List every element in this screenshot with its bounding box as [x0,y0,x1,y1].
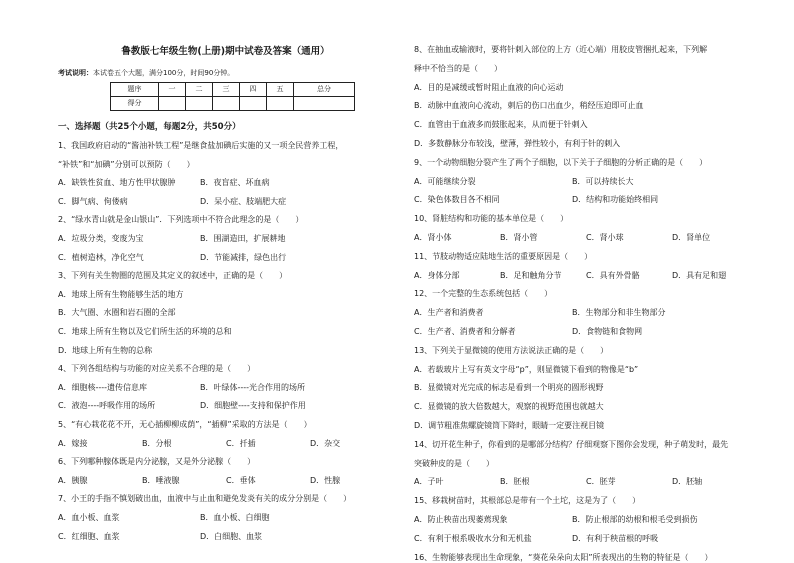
answer-option: C．脚气病、佝偻病 [58,196,128,206]
exam-title: 鲁教版七年级生物(上册)期中试卷及答案（通用） [121,46,330,57]
question-text: 9、一个动物细胞分裂产生了两个子细胞，以下关于子细胞的分析正确的是（ ） [414,157,708,167]
score-cell [159,97,186,111]
score-row-label: 得分 [111,97,159,111]
answer-option: A．子叶 [414,477,444,487]
answer-option: C．有利于根系吸收水分和无机盐 [414,533,532,543]
answer-option: C．生产者、消费者和分解者 [414,327,516,336]
answer-option: D．结构和功能始终相同 [572,195,659,205]
question-text: “补铁”和“加碘”分别可以预防（ ） [58,159,195,169]
score-cell [267,97,294,111]
score-header-cell: 题序 [111,83,159,97]
question-text: 16、生物能够表现出生命现象，“葵花朵朵向太阳”所表现出的生物的特征是（ ） [414,552,713,562]
answer-option: A．身体分部 [414,270,460,280]
answer-option: C．肾小球 [586,233,624,242]
answer-option: A．垃圾分类，变废为宝 [58,234,144,243]
answer-option: D．呆小症、肢端肥大症 [200,196,287,206]
answer-option: C．具有外骨骼 [586,270,640,280]
answer-option: A．生产者和消费者 [414,308,484,318]
answer-option: B．血小板、白细胞 [200,513,270,522]
question-text: 2、“绿水青山就是金山银山”．下列选项中不符合此理念的是（ ） [58,215,304,225]
answer-option: C．红细胞、血浆 [58,531,120,541]
answer-option: D．白细胞、血浆 [200,531,263,541]
answer-option: A．胰腺 [58,475,88,485]
score-table [110,82,355,111]
answer-option: D．性腺 [310,475,341,485]
score-header-cell: 五 [267,83,294,97]
answer-option: A．细胞核----遗传信息库 [58,382,148,392]
answer-option: D．调节粗准焦螺旋镜筒下降时，眼睛一定要注视目镜 [414,421,605,430]
notice-label: 考试说明： [58,69,93,77]
score-header-cell: 三 [213,83,240,97]
answer-option: D．食物链和食物网 [572,327,643,336]
exam-notice [58,68,234,79]
answer-option: A．血小板、血浆 [58,513,120,522]
answer-option: B．足和触角分节 [500,270,562,280]
answer-option: C．垂体 [226,475,256,485]
score-cell [186,97,213,111]
answer-option: C．血管由于血液多而鼓胀起来，从而便于针刺入 [414,120,588,130]
score-cell [294,97,355,111]
answer-option: A．嫁接 [58,438,88,448]
question-text: 14、切开花生种子，你看到的是哪部分结构？仔细观察下图你会发现，种子萌发时，最先 [414,439,729,449]
answer-option: D．细胞壁----支持和保护作用 [200,401,306,411]
question-text: 1、我国政府启动的“酱油补铁工程”是继食盐加碘后实施的又一项全民营养工程， [58,141,344,150]
question-text: 突破种皮的是（ ） [414,458,494,468]
score-header-cell: 二 [186,83,213,97]
answer-option: B．围湖造田，扩展耕地 [200,234,286,243]
answer-option: B．动脉中血液向心流动，刺后的伤口出血少，稍经压迫即可止血 [414,101,644,111]
answer-option: D．具有足和翅 [672,270,727,280]
score-header-cell: 总分 [294,83,355,97]
answer-option: A．地球上所有生物能够生活的地方 [58,289,184,299]
answer-option: B．可以持续长大 [572,176,634,186]
answer-option: A．目的是减缓或暂时阻止血液的向心运动 [414,82,564,92]
answer-option: B．防止根部的幼根和根毛受到损伤 [572,515,698,524]
answer-option: B．唾液腺 [142,475,180,485]
score-table-header-row [111,83,355,97]
answer-option: A．肾小体 [414,233,452,242]
question-text: 15、移栽树苗时，其根部总是带有一个土坨，这是为了（ ） [414,496,641,506]
answer-option: D．有利于秧苗根的呼吸 [572,533,659,543]
answer-option: A．若载玻片上写有英文字母“p”，则显微镜下看到的物像是“b” [414,364,639,374]
question-text: 11、节肢动物适应陆地生活的重要原因是（ ） [414,251,593,261]
answer-option: C．液泡----呼吸作用的场所 [58,401,156,411]
answer-option: C．扦插 [226,438,256,448]
score-cell [240,97,267,111]
question-text: 8、在抽血或输液时，要将针刺入部位的上方（近心端）用胶皮管捆扎起来，下列解 [414,45,708,54]
section-heading: 一、选择题（共25个小题，每题2分，共50分） [58,122,241,132]
question-text: 6、下列哪种腺体既是内分泌腺，又是外分泌腺（ ） [58,457,256,467]
answer-option: A．缺铁性贫血、地方性甲状腺肿 [58,178,176,188]
answer-option: D．杂交 [310,438,341,448]
answer-option: D．胚轴 [672,477,703,487]
question-text: 10、肾脏结构和功能的基本单位是（ ） [414,214,569,224]
answer-option: B．叶绿体----光合作用的场所 [200,382,306,392]
notice-text: 本试卷五个大题，满分100分，时间90分钟。 [93,69,235,77]
answer-option: B．夜盲症、坏血病 [200,178,270,188]
answer-option: C．染色体数目各不相同 [414,195,500,205]
answer-option: C．植树造林，净化空气 [58,252,144,262]
score-header-cell: 一 [159,83,186,97]
answer-option: B．显微镜对光完成的标志是看到一个明亮的圆形视野 [414,383,604,393]
question-text: 13、下列关于显微镜的使用方法说法正确的是（ ） [414,345,609,355]
answer-option: D．多数静脉分布较浅，壁薄，弹性较小，有利于针的刺入 [414,139,621,148]
answer-option: C．显微镜的放大倍数越大，观察的视野范围也就越大 [414,402,604,412]
answer-option: D．节能减排，绿色出行 [200,252,287,262]
question-text: 5、“有心栽花花不开，无心插柳柳成荫”，“插柳”采取的方法是（ ） [58,420,312,429]
answer-option: B．生物部分和非生物部分 [572,308,666,318]
answer-option: D．地球上所有生物的总称 [58,345,153,355]
answer-option: A．防止秧苗出现萎蔫现象 [414,515,508,524]
answer-option: A．可能继续分裂 [414,176,476,186]
score-cell [213,97,240,111]
score-header-cell: 四 [240,83,267,97]
answer-option: B．大气圈、水圈和岩石圈的全部 [58,308,176,318]
answer-option: C．胚芽 [586,477,616,487]
score-table-score-row [111,97,355,111]
answer-option: D．肾单位 [672,233,711,242]
question-text: 12、一个完整的生态系统包括（ ） [414,289,553,299]
question-text: 4、下列各组结构与功能的对应关系不合理的是（ ） [58,364,256,374]
answer-option: B．胚根 [500,477,530,487]
answer-option: C．地球上所有生物以及它们所生活的环境的总和 [58,327,232,336]
answer-option: B．分根 [142,438,172,448]
answer-option: B．肾小管 [500,233,538,242]
question-text: 释中不恰当的是（ ） [414,63,502,73]
question-text: 3、下列有关生物圈的范围及其定义的叙述中，正确的是（ ） [58,271,288,281]
question-text: 7、小王的手指不慎划破出血，血液中与止血和避免发炎有关的成分分别是（ ） [58,494,352,504]
